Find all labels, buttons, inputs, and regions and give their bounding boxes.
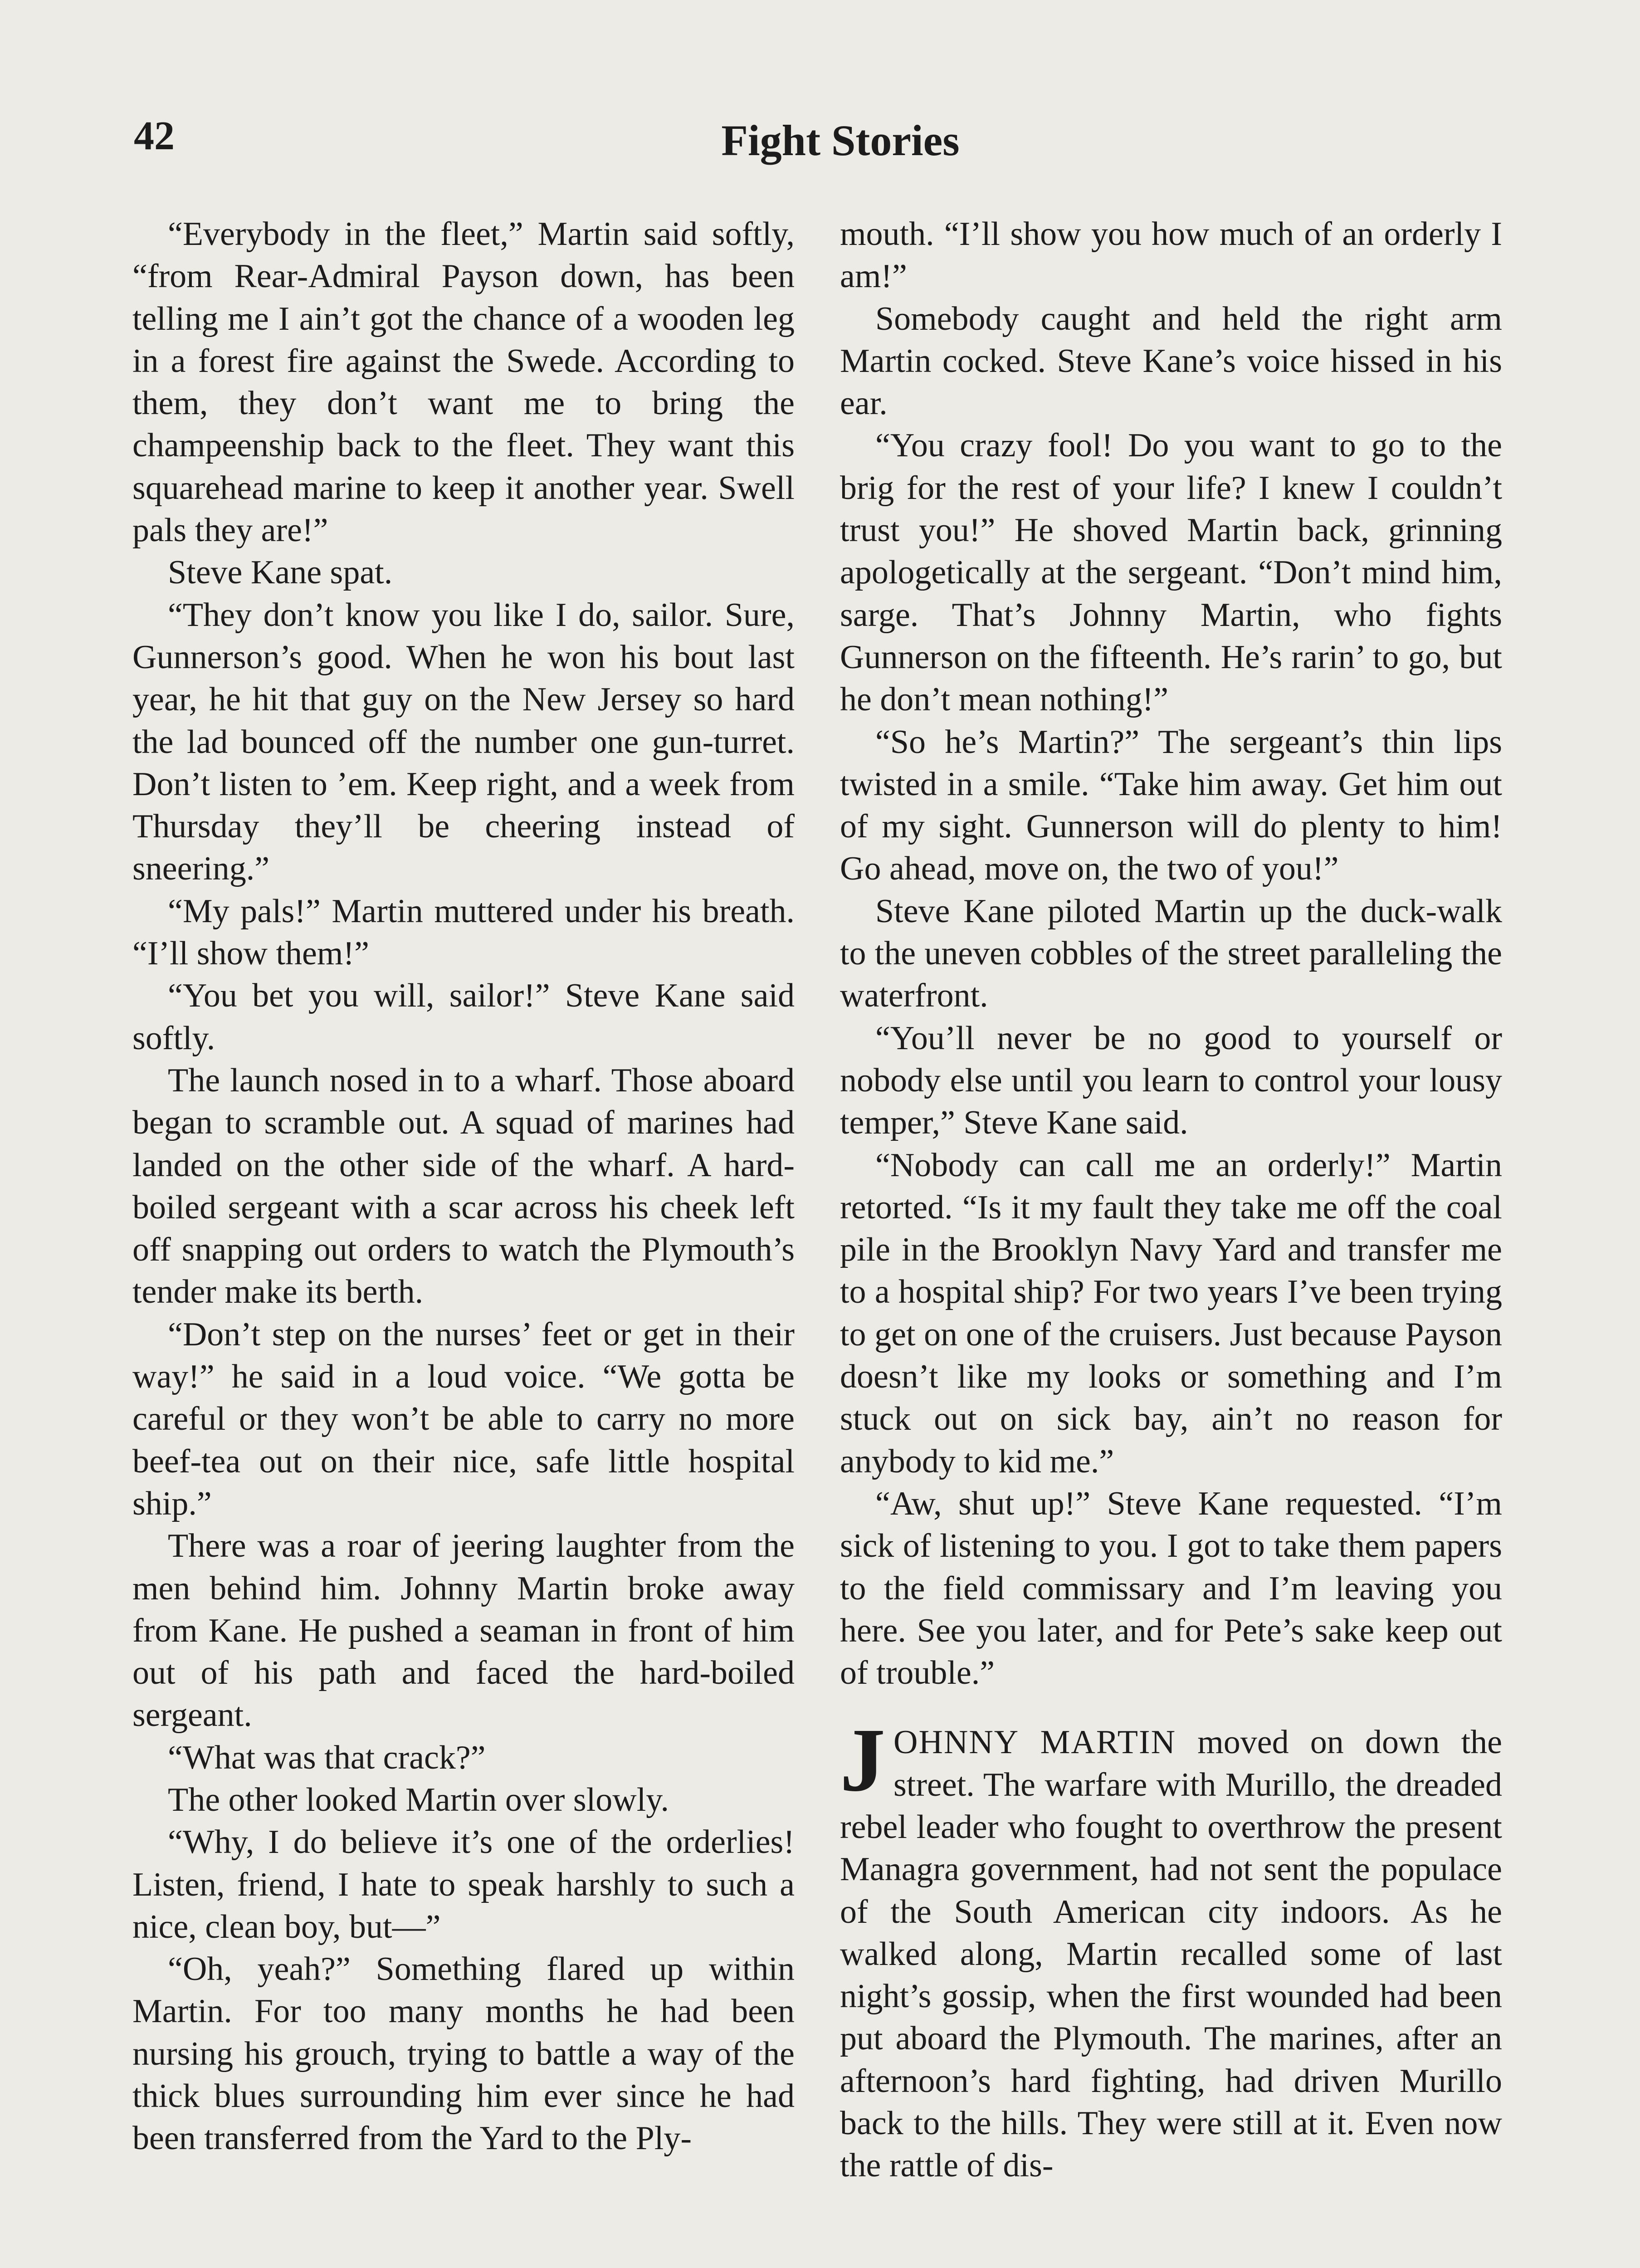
paragraph: There was a roar of jeering laughter from the men behind him. Johnny Martin broke away from Kane. He pushed a seaman in front of him out of his path and faced the hard-boiled sergeant. — [132, 1527, 795, 1734]
paragraph: Steve Kane piloted Martin up the duck-walk to the uneven cobbles of the street paralleling the waterfront. — [840, 892, 1502, 1015]
left-column — [132, 213, 795, 2160]
paragraph: “Aw, shut up!” Steve Kane requested. “I’m sick of listening to you. I got to take them papers to the field commissary and I’m leaving you here. See you later, and for Pete’s sake keep out of trouble.” — [840, 1485, 1502, 1692]
running-title: Fight Stories — [721, 116, 960, 165]
paragraph: The other looked Martin over slowly. — [168, 1781, 669, 1818]
section-break — [840, 1694, 1502, 1721]
paragraph: “Everybody in the fleet,” Martin said softly, “from Rear-Admiral Payson down, has been telling me I ain’t got the chance of a wooden leg in a forest fire against the Swede. According to them, they don’t want me to bring the champeenship back to the fleet. They want this squarehead marine to keep it another year. Swell pals they are!” — [132, 215, 795, 549]
paragraph: “You crazy fool! Do you want to go to the brig for the rest of your life? I knew I couldn’t trust you!” He shoved Martin back, grinning apologetically at the sergeant. “Don’t mind him, sarge. That’s Johnny Martin, who fights Gunnerson on the fifteenth. He’s rarin’ to go, but he don’t mean nothing!” — [840, 427, 1502, 719]
paragraph: “They don’t know you like I do, sailor. Sure, Gunnerson’s good. When he won his bout last year, he hit that guy on the New Jersey so hard the lad bounced off the number one gun-turret. Don’t listen to ’em. Keep right, and a week from Thursday they’ll be cheering instead of sneering.” — [132, 596, 795, 888]
lead-in-caps: OHNNY MARTIN — [893, 1724, 1176, 1761]
paragraph: “So he’s Martin?” The sergeant’s thin lips twisted in a smile. “Take him away. Get him out of my sight. Gunnerson will do plenty to him! Go ahead, move on, the two of you!” — [840, 723, 1502, 888]
paragraph: “Don’t step on the nurses’ feet or get in their way!” he said in a loud voice. “We gotta be careful or they won’t be able to carry no more beef-tea out on their nice, safe little hospital ship.” — [132, 1315, 795, 1522]
paragraph: “My pals!” Martin muttered under his breath. “I’ll show them!” — [132, 892, 795, 973]
drop-cap: J — [840, 1710, 885, 1811]
paragraph: “Why, I do believe it’s one of the orderlies! Listen, friend, I hate to speak harshly to such a nice, clean boy, but—” — [132, 1823, 795, 1945]
paragraph: “What was that crack?” — [168, 1739, 486, 1776]
paragraph: “Oh, yeah?” Something flared up within Martin. For too many months he had been nursing his grouch, trying to battle a way of the thick blues surrounding him ever since he had been transferred from the Yard to the Ply- — [132, 1950, 795, 2157]
paragraph: mouth. “I’ll show you how much of an orderly I am!” — [840, 215, 1502, 295]
paragraph: Steve Kane spat. — [168, 554, 393, 591]
paragraph: Somebody caught and held the right arm Martin cocked. Steve Kane’s voice hissed in his ear. — [840, 300, 1502, 422]
paragraph: “Nobody can call me an orderly!” Martin retorted. “Is it my fault they take me off the coal pile in the Brooklyn Navy Yard and transfer me to a hospital ship? For two years I’ve been trying to get on one of the cruisers. Just because Payson doesn’t like my looks or something and I’m stuck out on sick bay, ain’t no reason for anybody to kid me.” — [840, 1146, 1502, 1480]
paragraph: The launch nosed in to a wharf. Those aboard began to scramble out. A squad of marines had landed on the other side of the wharf. A hard-boiled sergeant with a scar across his cheek left off snapping out orders to watch the Plymouth’s tender make its berth. — [132, 1061, 795, 1311]
section-text: moved on down the street. The warfare with Murillo, the dreaded rebel leader who fought to overthrow the present Managra government, had not sent the populace of the South American city indoors. As he walked along, Martin recalled some of last night’s gossip, when the first wounded had been put aboard the Plymouth. The marines, after an afternoon’s hard fighting, had driven Murillo back to the hills. They were still at it. Even now the rattle of dis- — [840, 1724, 1502, 2185]
page-number: 42 — [134, 113, 175, 158]
section-opening-paragraph — [840, 1710, 1502, 2187]
right-column — [840, 213, 1502, 2187]
paragraph: “You’ll never be no good to yourself or nobody else until you learn to control your lousy temper,” Steve Kane said. — [840, 1019, 1502, 1142]
paragraph: “You bet you will, sailor!” Steve Kane said softly. — [132, 977, 795, 1057]
